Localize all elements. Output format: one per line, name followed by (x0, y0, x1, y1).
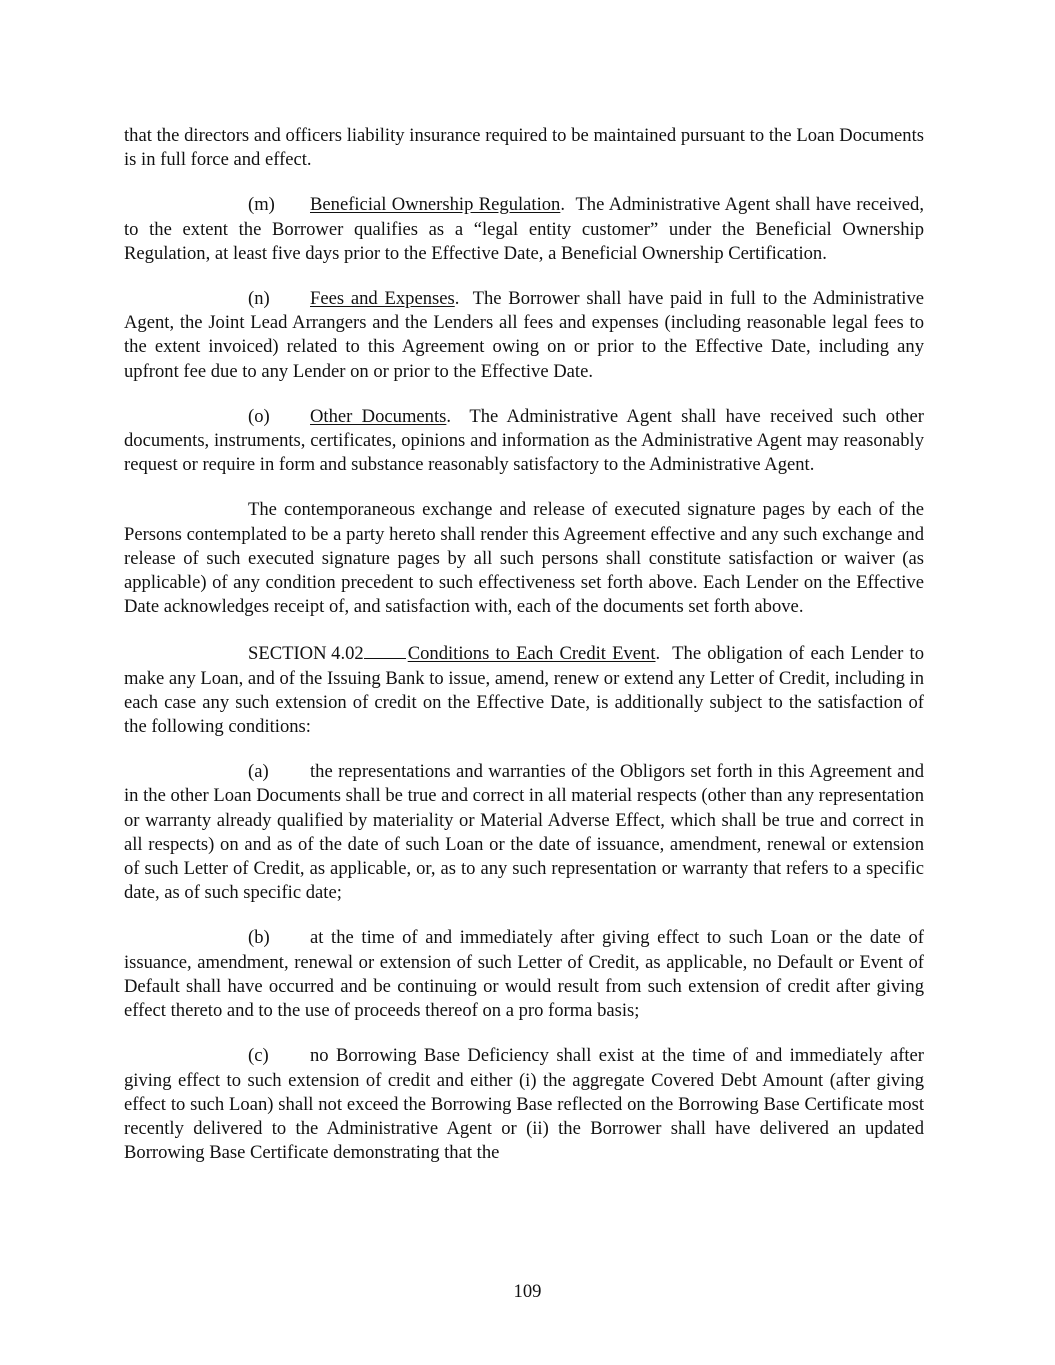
section-heading-underline-gap (364, 640, 406, 659)
section-text: The obligation of each Lender to make any Loan, and of the Issuing Bank to issue, amend, renew or extend any Letter of Credit, including in each case any such extension of credit on the Effective Date, is additionally subject to the satisfaction of the following conditions: (124, 643, 929, 738)
item-m-period: . (560, 194, 566, 216)
condition-a-paragraph (124, 760, 924, 905)
item-o-label: (o) (248, 405, 270, 427)
item-m-label: (m) (248, 194, 275, 216)
condition-b-text: at the time of and immediately after giving effect to such Loan or the date of issuance, amendment, renewal or extension of such Letter of Credit, as applicable, no Default or Event of Default shall have occurred and be continuing or would result from such extension of credit after giving effect thereto and to the use of proceeds thereof on a pro forma basis; (124, 927, 924, 1022)
item-o-period: . (446, 405, 452, 427)
section-4-02-paragraph (124, 640, 929, 739)
item-o-paragraph (124, 405, 929, 478)
section-number: SECTION 4.02 (248, 643, 364, 665)
section-heading: Conditions to Each Credit Event (407, 643, 656, 665)
item-m-text: The Administrative Agent shall have received, to the extent the Borrower qualifies as a “legal entity customer” under the Beneficial Ownership Regulation, at least five days prior to the Effective Date, a Beneficial Ownership Certification. (124, 194, 929, 264)
document-page (124, 124, 929, 1186)
condition-c-text: no Borrowing Base Deficiency shall exist at the time of and immediately after giving effect to such extension of credit and either (i) the aggregate Covered Debt Amount (after giving effect to such Loan) shall not exceed the Borrowing Base reflected on the Borrowing Base Certificate most recently delivered to the Administrative Agent or (ii) the Borrower shall have delivered an updated Borrowing Base Certificate demonstrating that the (124, 1045, 924, 1164)
condition-a-text: the representations and warranties of the Obligors set forth in this Agreement and in the other Loan Documents shall be true and correct in all material respects (other than any representation or warranty already qualified by materiality or Material Adverse Effect, which shall be true and correct in all respects) on and as of the date of such Loan or the date of issuance, amendment, renewal or extension of such Letter of Credit, as applicable, or, as to any such representation or warranty that refers to a specific date, as of such specific date; (124, 761, 924, 904)
condition-c-label: (c) (248, 1045, 269, 1067)
condition-a-label: (a) (248, 761, 269, 783)
closing-paragraph: The contemporaneous exchange and release of executed signature pages by each of the Persons contemplated to be a party hereto shall render this Agreement effective and any such exchange and release of such executed signature pages by all such persons shall constitute satisfaction or waiver (as applicable) of any condition precedent to such effectiveness set forth above. Each Lender on the Effective Date acknowledges receipt of, and satisfaction with, each of the documents set forth above. (124, 499, 924, 618)
condition-b-paragraph (124, 926, 924, 1023)
page-number: 109 (513, 1281, 542, 1302)
item-n-period: . (454, 288, 460, 310)
item-o-text: The Administrative Agent shall have received such other documents, instruments, certificates, opinions and information as the Administrative Agent may reasonably request or require in form and substance reasonably satisfactory to the Administrative Agent. (124, 405, 929, 476)
item-n-text: The Borrower shall have paid in full to the Administrative Agent, the Joint Lead Arrangers and the Lenders all fees and expenses (including reasonable legal fees to the extent invoiced) related to this Agreement owing on or prior to the Effective Date, including any upfront fee due to any Lender on or prior to the Effective Date. (124, 288, 929, 382)
section-period: . (655, 643, 661, 665)
item-n-heading: Fees and Expenses (310, 288, 455, 310)
item-n-label: (n) (248, 288, 270, 310)
item-m-heading: Beneficial Ownership Regulation (310, 194, 561, 216)
continuation-paragraph: that the directors and officers liability insurance required to be maintained pursuant to the Loan Documents is in full force and effect. (124, 125, 924, 171)
item-n-paragraph (124, 287, 929, 384)
condition-b-label: (b) (248, 927, 270, 949)
item-m-paragraph (124, 193, 929, 266)
item-o-heading: Other Documents (310, 405, 447, 427)
condition-c-paragraph (124, 1044, 924, 1165)
